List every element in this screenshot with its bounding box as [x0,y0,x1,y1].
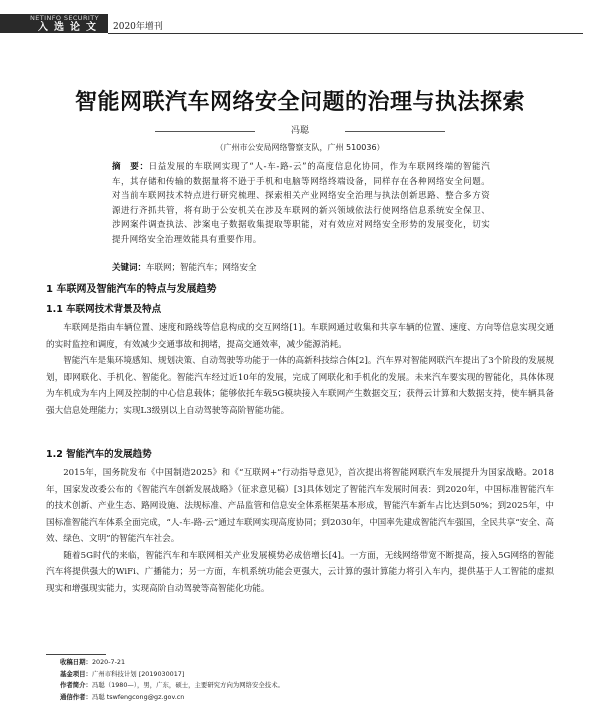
header-rule [108,33,583,34]
fund-project: 基金项目：广州市科技计划 [2019030017] [60,669,185,678]
abstract-text: 日益发展的车联网实现了“人-车-路-云”的高度信息化协同，作为车联网终端的智能汽车，其存储和传输的数据量将不逊于手机和电脑等网络终端设备，同样存在各种网络安全问题。对当前车联网技术特点进行研究梳理、探索相关产业网络安全治理与执法创新思路、整合多方资源进行齐抓共管，将有助于公安机关在涉及车联网的新兴领域依法行使网络信息系统安全保卫、涉网案件调查执法、涉案电子数据收集提取等职能，对有效应对网络安全形势的发展变化，切实提升网络安全治理效能具有重要作用。 [112,162,490,245]
body-text-1-2 [46,465,554,597]
author-name: 冯聪 [290,126,309,136]
paragraph-1: 车联网是指由车辆位置、速度和路线等信息构成的交互网络[1]。车联网通过收集和共享车辆的位置、速度、方向等信息实现交通的实时监控和调度，有效减少交通事故和拥堵，提高交通效率，减少能源消耗。 [46,323,554,350]
keywords-text: 车联网；智能汽车；网络安全 [146,263,257,273]
keywords [112,262,490,274]
section-label: 入选论文 [38,22,102,33]
paragraph-2: 智能汽车是集环境感知、规划决策、自动驾驶等功能于一体的高新科技综合体[2]。汽车界对智能网联汽车提出了3个阶段的发展规划，即网联化、手机化、智能化。智能汽车经过近10年的发展，完成了网联化和手机化的发展。未来汽车要实现的智能化，具体体现为车机成为车内上网及控制的中心信息载体；能够依托车载5G模块接入车联网产生数据交互；获得云计算和大数据支持，使车辆具备强大信息处理能力；实现L3级别以上自动驾驶等高阶智能功能。 [46,356,554,416]
section-heading-1: 1 车联网及智能汽车的特点与发展趋势 [46,284,217,295]
body-text-1-1 [46,320,554,419]
paragraph-3: 2015年，国务院发布《中国制造2025》和《“互联网+”行动指导意见》，首次提出将智能网联汽车发展提升为国家战略。2018年，国家发改委公布的《智能汽车创新发展战略》（征求意见稿）[3]具体划定了智能汽车发展时间表：到2020年，中国标准智能汽车的技术创新、产业生态、路网设施、法规标准、产品监管和信息安全体系框架基本形成，智能汽车新车占比达到50%；到2025年，中国标准智能汽车体系全面完成，“人-车-路-云”通过车联网实现高度协同；到2030年，中国率先建成智能汽车强国，全民共享“安全、高效、绿色、文明”的智能汽车社会。 [46,468,554,544]
abstract [112,160,490,248]
subsection-heading-1-2: 1.2 智能汽车的发展趋势 [46,449,152,460]
author-row [0,125,600,137]
footnote-rule [46,654,106,655]
footnotes [60,657,540,703]
received-date: 收稿日期：2020-7-21 [60,658,126,666]
keywords-label: 关键词： [112,263,147,273]
journal-header [0,0,600,40]
subsection-heading-1-1: 1.1 车联网技术背景及特点 [46,304,162,315]
journal-brand: NETINFO SECURITY [30,14,99,22]
corresponding-author: 通信作者：冯聪 tswfengcong@gz.gov.cn [60,692,185,701]
author-affiliation: （广州市公安局网络警察支队，广州 510036） [215,143,385,152]
author-bio: 作者简介：冯聪（1980—），男，广东，硕士，主要研究方向为网络安全技术。 [60,681,284,690]
article-title: 智能网联汽车网络安全问题的治理与执法探索 [74,89,525,115]
author-rule-right [345,131,445,132]
issue-label: 2020年增刊 [113,22,163,32]
abstract-label: 摘 要： [112,162,149,172]
paragraph-4: 随着5G时代的来临，智能汽车和车联网相关产业发展模势必成倍增长[4]。一方面，无线网络带宽不断提高，接入5G网络的智能汽车将提供强大的WiFi、广播能力；另一方面，车机系统功能会更强大，云计算的强计算能力将引入车内，提供基于人工智能的虚拟现实和增强现实能力，实现高阶自动驾驶等高智能化功能。 [46,550,554,594]
